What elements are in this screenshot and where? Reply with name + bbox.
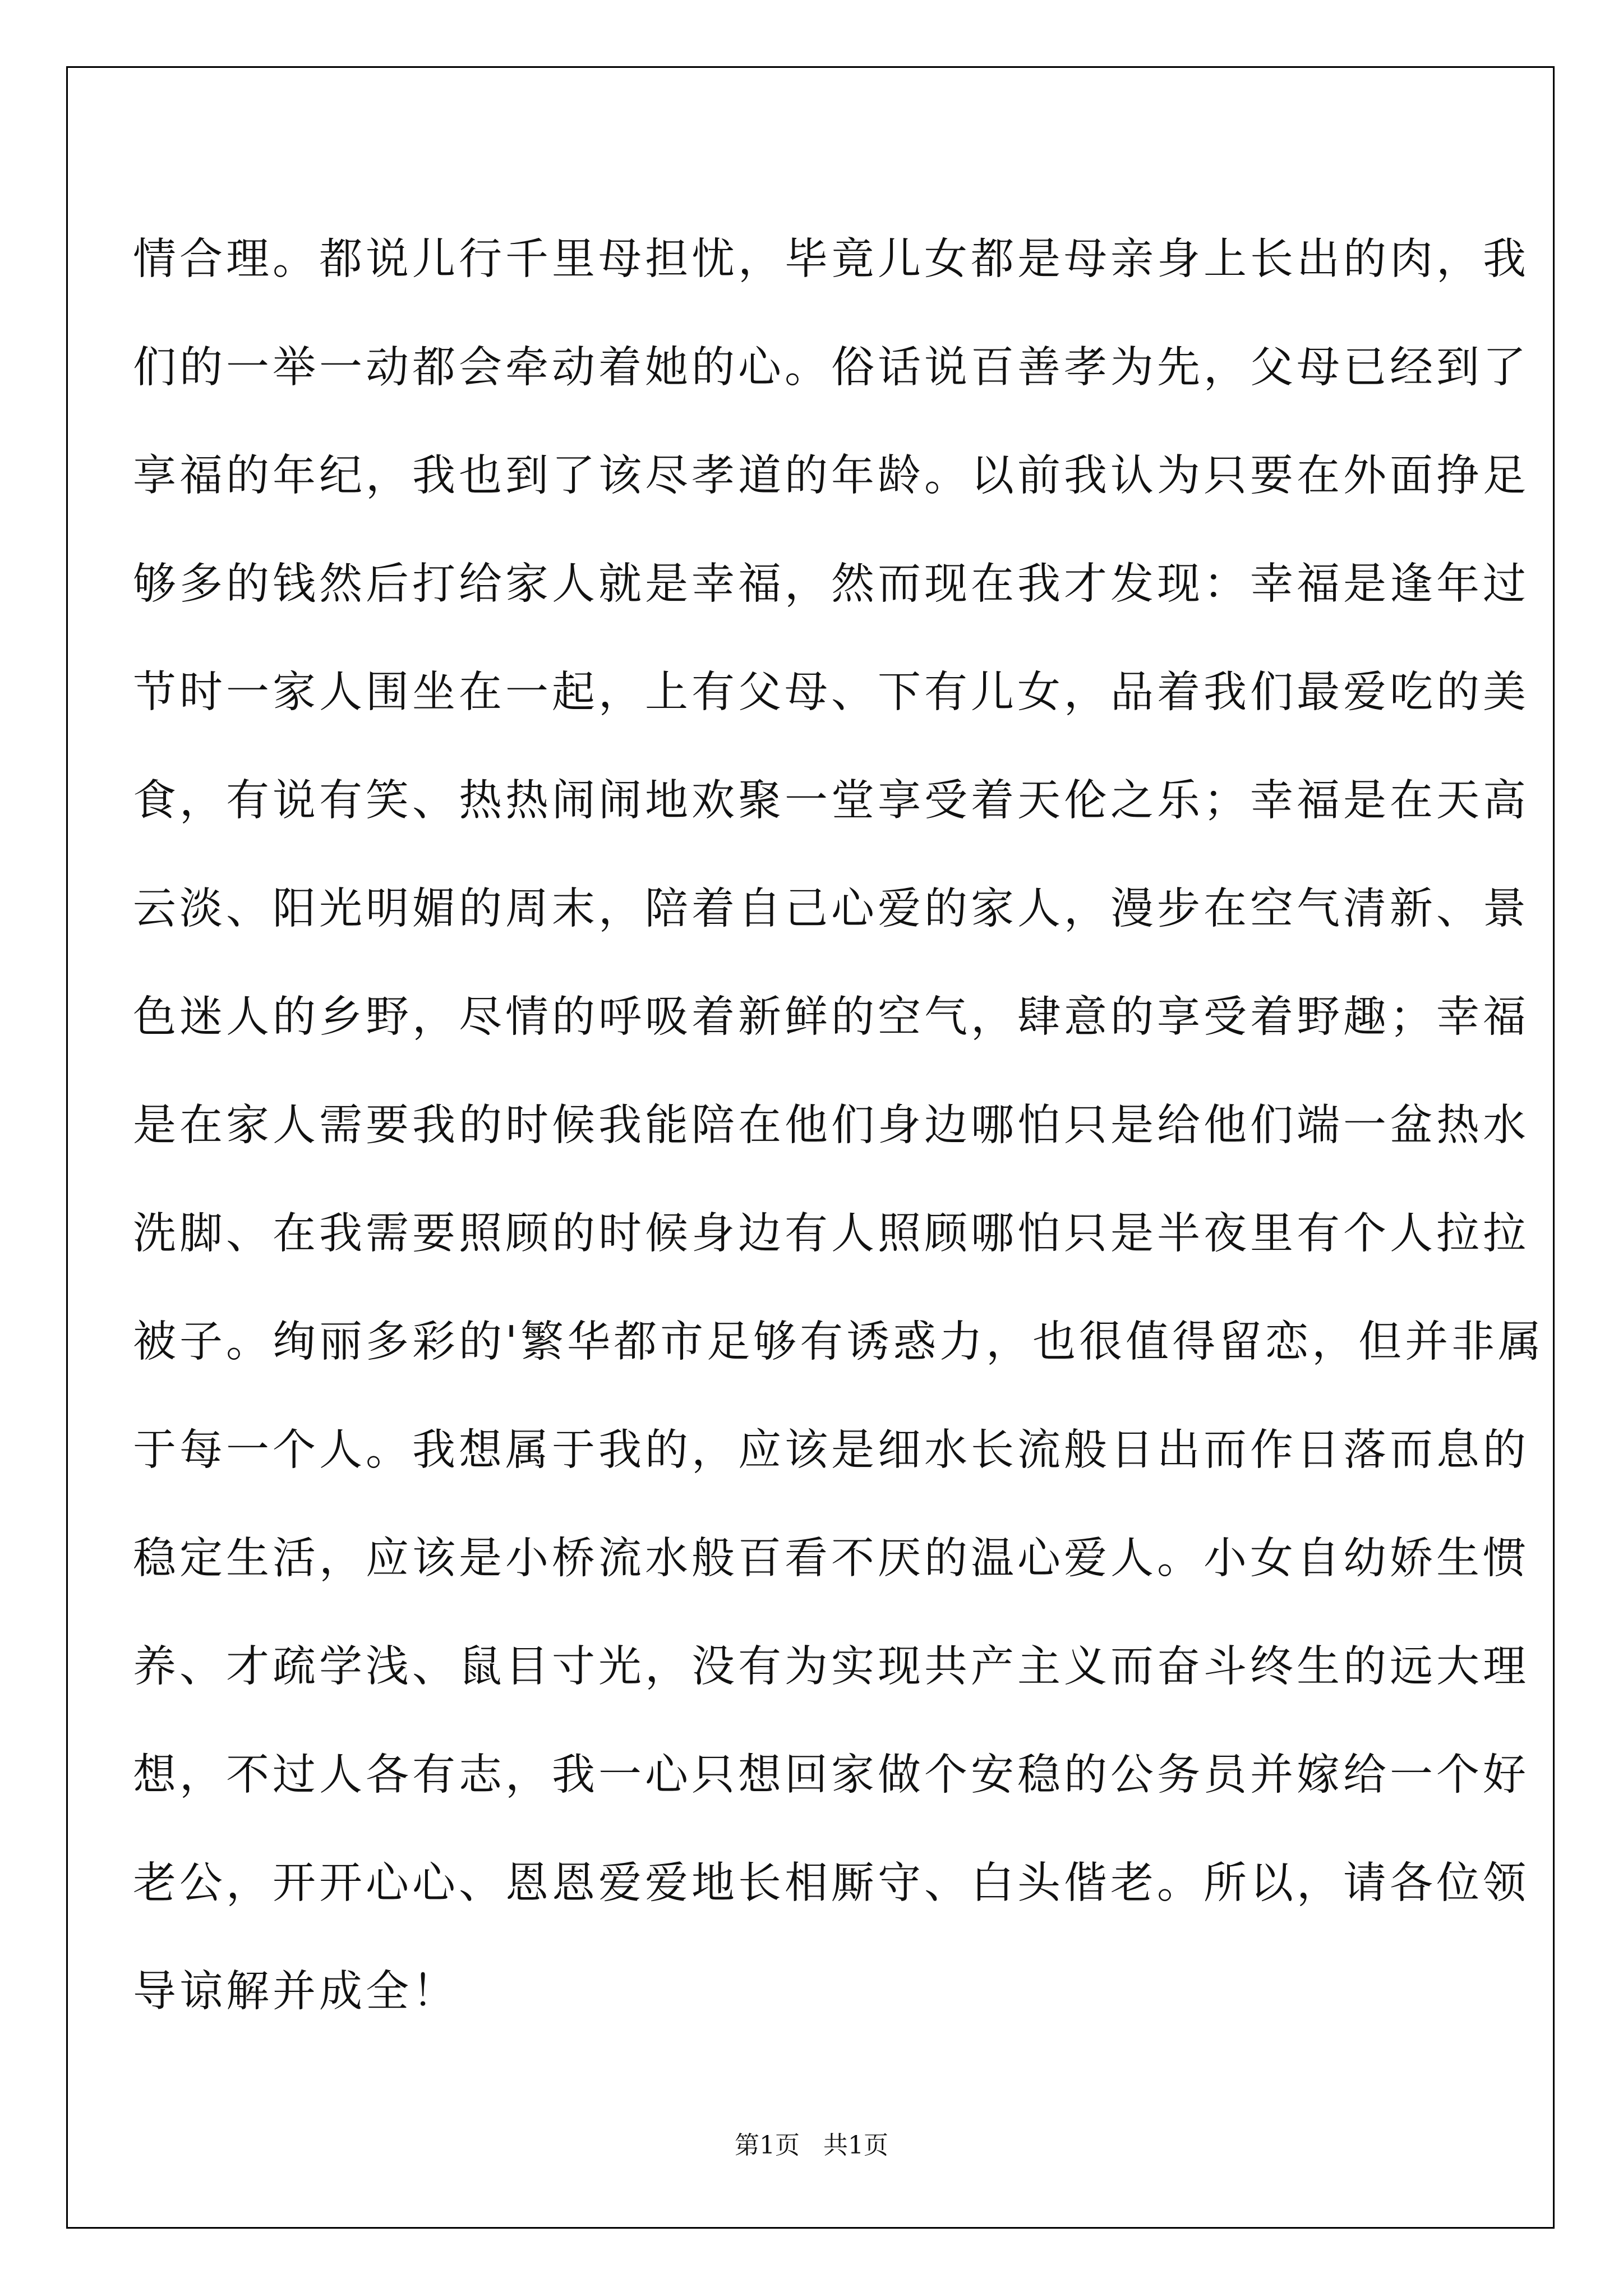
text-line: 老公，开开心心、恩恩爱爱地长相厮守、白头偕老。所以，请各位领 bbox=[133, 1858, 1529, 1908]
text-line: 于每一个人。我想属于我的，应该是细水长流般日出而作日落而息的 bbox=[133, 1425, 1529, 1475]
page-number-footer: 第1页 共1页 bbox=[735, 2131, 888, 2160]
text-line: 享福的年纪，我也到了该尽孝道的年龄。以前我认为只要在外面挣足 bbox=[133, 451, 1529, 501]
text-line: 们的一举一动都会牵动着她的心。俗话说百善孝为先，父母已经到了 bbox=[133, 343, 1529, 393]
text-line: 云淡、阳光明媚的周末，陪着自己心爱的家人，漫步在空气清新、景 bbox=[133, 884, 1529, 934]
text-line: 洗脚、在我需要照顾的时候身边有人照顾哪怕只是半夜里有个人拉拉 bbox=[133, 1209, 1529, 1259]
text-line: 稳定生活，应该是小桥流水般百看不厌的温心爱人。小女自幼娇生惯 bbox=[133, 1534, 1529, 1584]
text-line: 节时一家人围坐在一起，上有父母、下有儿女，品着我们最爱吃的美 bbox=[133, 668, 1529, 717]
text-line: 色迷人的乡野，尽情的呼吸着新鲜的空气，肆意的享受着野趣；幸福 bbox=[133, 992, 1529, 1042]
text-line: 食，有说有笑、热热闹闹地欢聚一堂享受着天伦之乐；幸福是在天高 bbox=[133, 776, 1529, 826]
text-line: 情合理。都说儿行千里母担忧，毕竟儿女都是母亲身上长出的肉，我 bbox=[133, 234, 1529, 284]
text-line: 导谅解并成全！ bbox=[133, 1967, 459, 2017]
text-line: 够多的钱然后打给家人就是幸福，然而现在我才发现：幸福是逢年过 bbox=[133, 559, 1529, 609]
text-line: 是在家人需要我的时候我能陪在他们身边哪怕只是给他们端一盆热水 bbox=[133, 1101, 1529, 1151]
text-line: 想，不过人各有志，我一心只想回家做个安稳的公务员并嫁给一个好 bbox=[133, 1750, 1529, 1800]
document-body bbox=[133, 205, 1545, 2046]
text-line: 被子。绚丽多彩的'繁华都市足够有诱惑力，也很值得留恋，但并非属 bbox=[133, 1317, 1545, 1367]
text-line: 养、才疏学浅、鼠目寸光，没有为实现共产主义而奋斗终生的远大理 bbox=[133, 1642, 1529, 1692]
